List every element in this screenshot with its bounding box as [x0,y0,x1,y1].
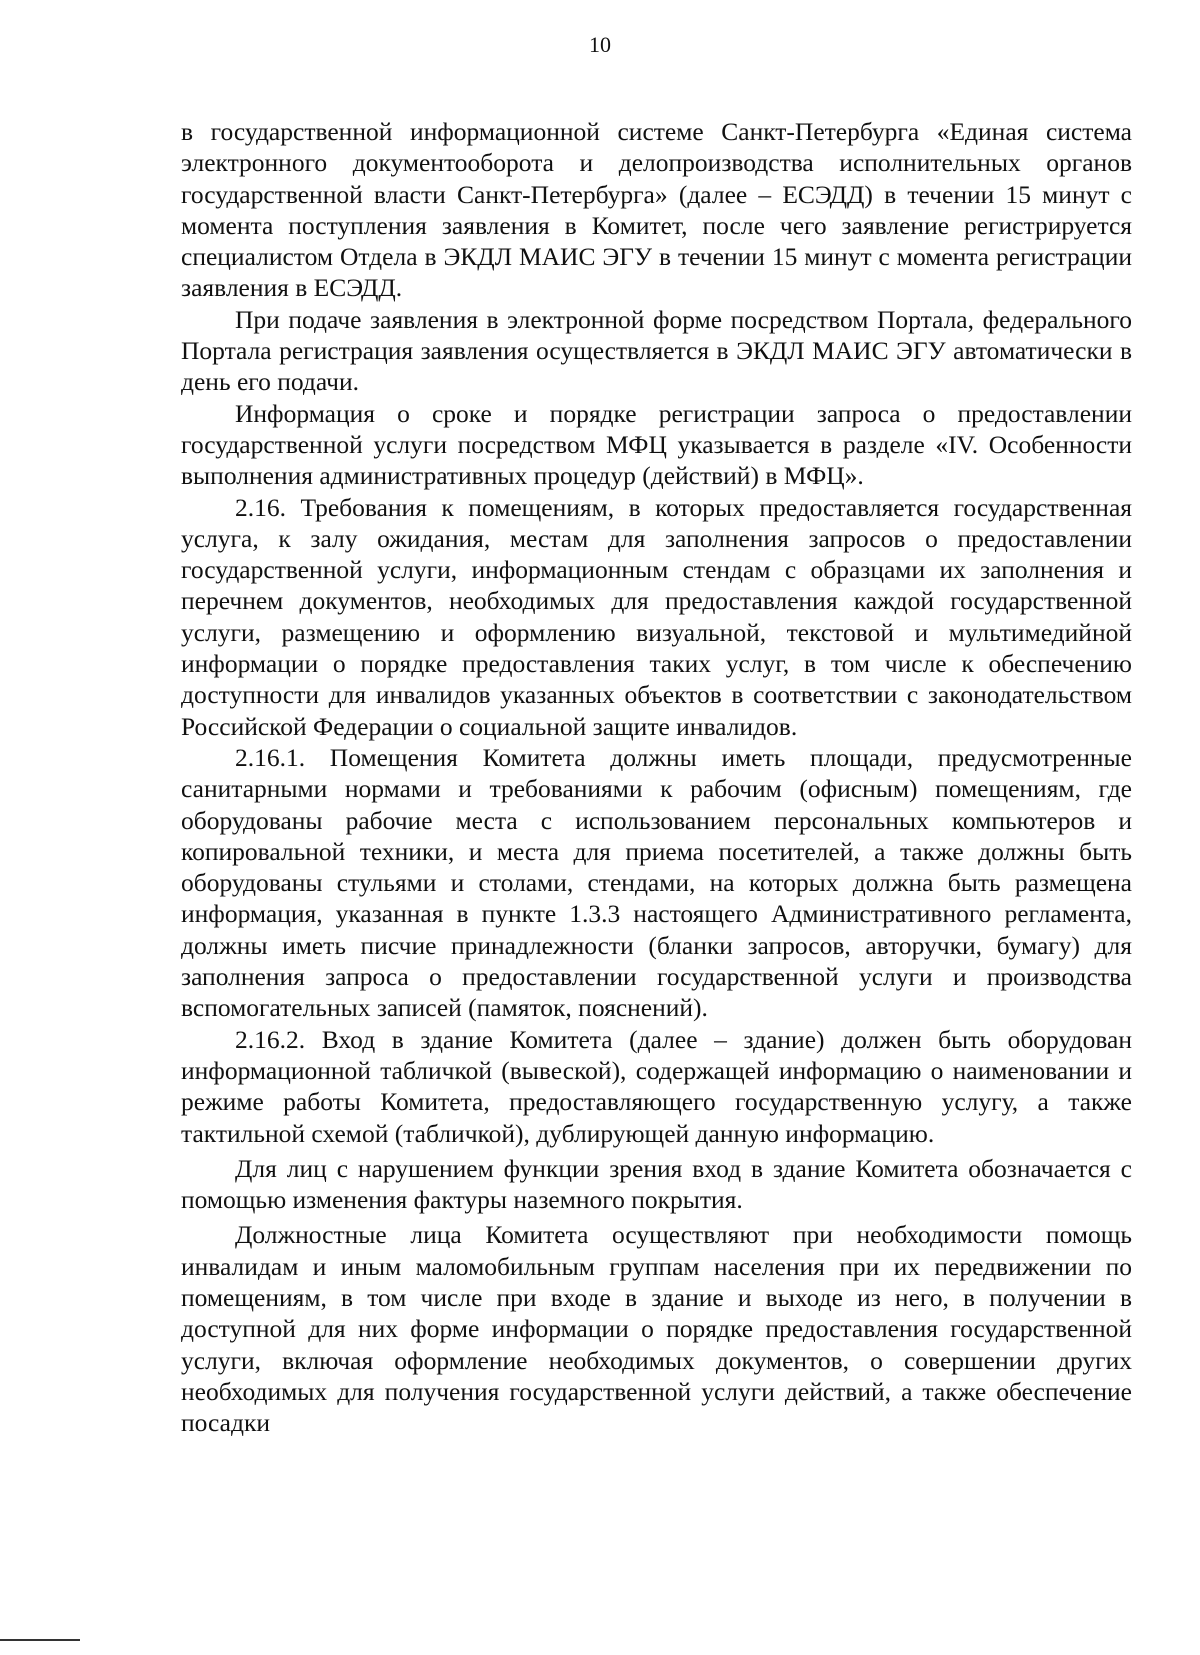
paragraph-section-2-16: 2.16. Требования к помещениям, в которых предоставляется государственная услуга, к залу ожидания, местам для заполнения запросов о предоставлении государственной услуги, информационным стендам с образцами их заполнения и перечнем документов, необходимых для предоставления каждой государственной услуги, размещению и оформлению визуальной, текстовой и мультимедийной информации о порядке предоставления таких услуг, в том числе к обеспечению доступности для инвалидов указанных объектов в соответствии с законодательством Российской Федерации о социальной защите инвалидов. [181,492,1132,741]
paragraph-section-2-16-1: 2.16.1. Помещения Комитета должны иметь площади, предусмотренные санитарными нормами и требованиями к рабочим (офисным) помещениям, где оборудованы рабочие места с использованием персональных компьютеров и копировальной техники, и места для приема посетителей, а также должны быть оборудованы стульями и столами, стендами, на которых должна быть размещена информация, указанная в пункте 1.3.3 настоящего Административного регламента, должны иметь писчие принадлежности (бланки запросов, авторучки, бумагу) для заполнения запроса о предоставлении государственной услуги и производства вспомогательных записей (памяток, пояснений). [181,742,1132,1023]
paragraph-officials-assistance: Должностные лица Комитета осуществляют при необходимости помощь инвалидам и иным маломобильным группам населения при их передвижении по помещениям, в том числе при входе в здание и выходе из него, в получении в доступной для них форме информации о порядке предоставления государственной услуги, включая оформление необходимых документов, о совершении других необходимых для получения государственной услуги действий, а также обеспечение посадки [181,1220,1132,1438]
document-body [181,116,1132,1438]
paragraph-esedd-registration: в государственной информационной системе Санкт-Петербурга «Единая система электронного документооборота и делопроизводства исполнительных органов государственной власти Санкт-Петербурга» (далее – ЕСЭДД) в течении 15 минут с момента поступления заявления в Комитет, после чего заявление регистрируется специалистом Отдела в ЭКДЛ МАИС ЭГУ в течении 15 минут с момента регистрации заявления в ЕСЭДД. [181,117,1132,303]
paragraph-mfc-registration: Информация о сроке и порядке регистрации запроса о предоставлении государственной услуги посредством МФЦ указывается в разделе «IV. Особенности выполнения административных процедур (действий) в МФЦ». [181,398,1132,491]
page-number: 10 [589,32,611,57]
paragraph-portal-registration: При подаче заявления в электронной форме посредством Портала, федерального Портала регистрация заявления осуществляется в ЭКДЛ МАИС ЭГУ автоматически в день его подачи. [181,304,1132,397]
paragraph-vision-impaired: Для лиц с нарушением функции зрения вход в здание Комитета обозначается с помощью изменения фактуры наземного покрытия. [181,1153,1132,1215]
paragraph-section-2-16-2: 2.16.2. Вход в здание Комитета (далее – здание) должен быть оборудован информационной табличкой (вывеской), содержащей информацию о наименовании и режиме работы Комитета, предоставляющего государственную услугу, а также тактильной схемой (табличкой), дублирующей данную информацию. [181,1024,1132,1148]
footer-divider [0,1639,80,1641]
